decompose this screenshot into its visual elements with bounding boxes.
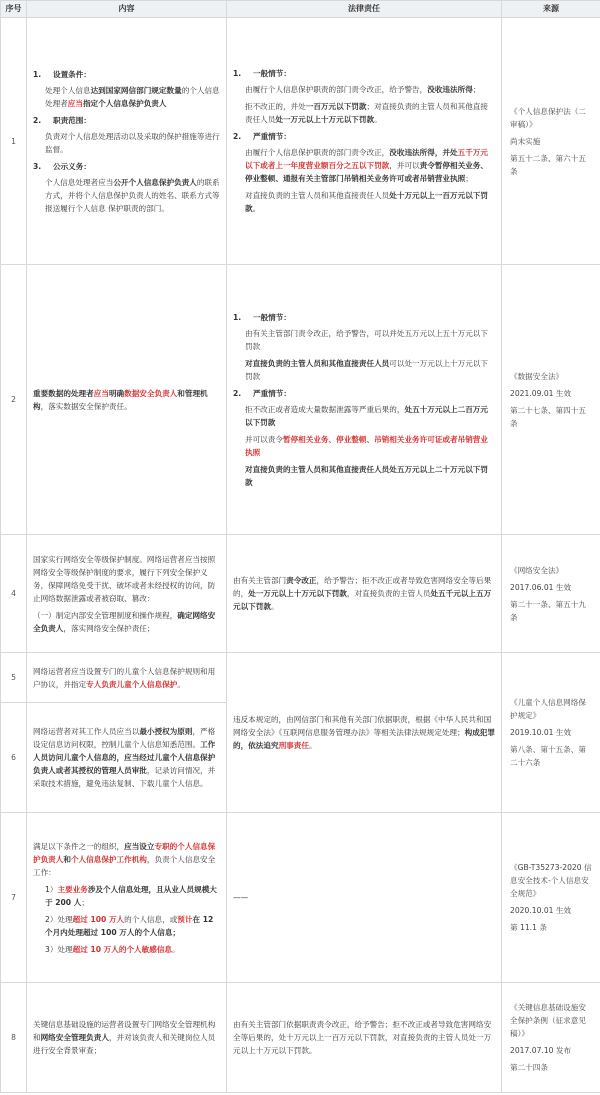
list-item: 3）处理超过 10 万人的个人敏感信息。	[45, 944, 180, 954]
row-content	[27, 265, 227, 535]
paragraph: 对直接负责的主管人员和其他直接责任人员处五万元以上二十万元以下罚款	[245, 464, 488, 487]
row-source	[502, 265, 600, 535]
table-header-row	[1, 1, 600, 18]
item-title: 职责范围：	[53, 115, 91, 125]
source-title: 《关键信息基础设施安全保护条例（征求意见稿）》	[510, 1003, 586, 1038]
item-title: 一般情节：	[253, 312, 291, 322]
source-status: 2017.06.01 生效	[510, 582, 572, 592]
source-articles: 第二十一条、第五十九条	[510, 599, 586, 622]
row-liability	[227, 535, 502, 653]
row-seq: 8	[1, 983, 27, 1093]
row-liability	[227, 18, 502, 265]
source-articles: 第二十七条、第四十五条	[510, 405, 586, 428]
row-content	[27, 813, 227, 983]
row-seq: 1	[1, 18, 27, 265]
source-status: 2019.10.01 生效	[510, 728, 572, 737]
row-seq: 5	[1, 653, 27, 703]
paragraph: 关键信息基础设施的运营者设置专门网络安全管理机构和网络安全管理负责人，并对该负责人和关键岗位人员进行安全背景审查；	[33, 1020, 216, 1055]
source-title: 《儿童个人信息网络保护规定》	[510, 698, 586, 720]
row-content	[27, 983, 227, 1093]
row-source	[502, 653, 600, 813]
paragraph: 违反本规定的，由网信部门和其他有关部门依据职责，根据《中华人民共和国网络安全法》《互联网信息服务管理办法》等相关法律法规规定处理；构成犯罪的，依法追究刑事责任。	[233, 715, 495, 750]
item-title: 公示义务：	[53, 161, 91, 171]
table-row	[1, 813, 600, 983]
item-number: 1.	[233, 69, 242, 78]
empty-dash: ——	[233, 893, 249, 902]
source-title: 《GB-T35273-2020 信息安全技术-个人信息安全规范》	[510, 863, 592, 898]
row-source	[502, 535, 600, 653]
paragraph: 满足以下条件之一的组织，应当设立专职的个人信息保护负责人和个人信息保护工作机构，负责个人信息安全工作：	[33, 841, 216, 877]
source-status: 尚未实施	[510, 136, 541, 146]
paragraph: 由有关主管部门责令改正，给予警告，可以并处五万元以上五十万元以下罚款	[245, 328, 488, 351]
header-content: 内容	[27, 1, 227, 18]
item-number: 2.	[33, 115, 42, 125]
paragraph: 国家实行网络安全等级保护制度。网络运营者应当按照网络安全等级保护制度的要求，履行下列安全保护义务，保障网络免受干扰、破坏或者未经授权的访问，防止网络数据泄露或者被窃取、篡改：	[33, 554, 216, 603]
item-number: 2.	[233, 388, 242, 398]
item-number: 2.	[233, 132, 242, 141]
item-title: 严重情节：	[253, 132, 291, 141]
list-item: 1）主要业务涉及个人信息处理，且从业人员规模大于 200 人；	[45, 884, 217, 907]
row-liability	[227, 813, 502, 983]
source-status: 2017.07.10 发布	[510, 1046, 572, 1055]
source-title: 《网络安全法》	[510, 565, 564, 575]
item-title: 一般情节：	[253, 69, 291, 78]
source-articles: 第 11.1 条	[510, 923, 547, 932]
source-status: 2021.09.01 生效	[510, 388, 572, 398]
row-content	[27, 18, 227, 265]
header-source: 来源	[502, 1, 600, 18]
table-row	[1, 535, 600, 653]
row-content	[27, 703, 227, 813]
paragraph: （一）制定内部安全管理制度和操作规程，确定网络安全负责人，落实网络安全保护责任；	[33, 610, 216, 633]
paragraph: 由有关主管部门依据职责责令改正，给予警告；拒不改正或者导致危害网络安全等后果的，处十万元以上一百万元以下罚款，对直接负责的主管人员处一万元以上十万元以下罚款。	[233, 1020, 492, 1055]
paragraph: 网络运营者应当设置专门的儿童个人信息保护规则和用户协议，并指定专人负责儿童个人信息保护。	[33, 666, 216, 689]
paragraph: 负责对个人信息处理活动以及采取的保护措施等进行监督。	[45, 131, 220, 154]
paragraph: 拒不改正或者造成大量数据泄露等严重后果的，处五十万元以上二百万元以下罚款	[245, 404, 488, 427]
paragraph: 由有关主管部门责令改正，给予警告；拒不改正或者导致危害网络安全等后果的，处一万元以上十万元以下罚款，对直接负责的主管人员处五千元以上五万元以下罚款。	[233, 576, 492, 611]
item-title: 设置条件：	[53, 69, 91, 79]
item-number: 1.	[233, 312, 242, 322]
item-number: 3.	[33, 161, 42, 171]
source-articles: 第八条、第十五条、第二十六条	[510, 745, 586, 767]
paragraph: 处理个人信息达到国家网信部门规定数量的个人信息处理者应当指定个人信息保护负责人	[45, 85, 220, 108]
row-source	[502, 18, 600, 265]
row-seq: 7	[1, 813, 27, 983]
row-source	[502, 983, 600, 1093]
paragraph: 对直接负责的主管人员和其他直接责任人员可以处一万元以上十万元以下罚款	[245, 358, 488, 381]
source-articles: 第五十二条、第六十五条	[510, 153, 586, 176]
table-row	[1, 265, 600, 535]
paragraph: 个人信息处理者应当公开个人信息保护负责人的联系方式，并将个人信息保护负责人的姓名、联系方式等报送履行个人信息 保护职责的部门。	[45, 177, 220, 213]
row-liability	[227, 265, 502, 535]
row-content	[27, 535, 227, 653]
row-seq: 2	[1, 265, 27, 535]
source-title: 《数据安全法》	[510, 371, 564, 381]
paragraph: 重要数据的处理者应当明确数据安全负责人和管理机构，落实数据安全保护责任。	[33, 388, 208, 411]
row-liability	[227, 983, 502, 1093]
paragraph: 拒不改正的，并处一百万元以下罚款；对直接负责的主管人员和其他直接责任人员处一万元以上十万元以下罚款。	[245, 102, 488, 124]
row-liability	[227, 653, 502, 813]
table-row	[1, 653, 600, 703]
item-number: 1.	[33, 69, 42, 79]
row-content	[27, 653, 227, 703]
header-liability: 法律责任	[227, 1, 502, 18]
table-row	[1, 18, 600, 265]
paragraph: 网络运营者对其工作人员应当以最小授权为原则，严格设定信息访问权限，控制儿童个人信息知悉范围。工作人员访问儿童个人信息的，应当经过儿童个人信息保护负责人或者其授权的管理人员审批，记录访问情况，并采取技术措施，避免违法复制、下载儿童个人信息。	[33, 727, 216, 788]
source-title: 《个人信息保护法（二审稿）》	[510, 106, 586, 129]
paragraph: 并可以责令暂停相关业务、停业整顿、吊销相关业务许可证或者吊销营业执照	[245, 434, 488, 457]
row-seq: 4	[1, 535, 27, 653]
source-articles: 第二十四条	[510, 1063, 548, 1072]
paragraph: 对直接负责的主管人员和其他直接责任人员处十万元以上一百万元以下罚款。	[245, 191, 488, 213]
paragraph: 由履行个人信息保护职责的部门责令改正，给予警告，没收违法所得；	[245, 85, 481, 94]
item-title: 严重情节：	[253, 388, 291, 398]
row-seq: 6	[1, 703, 27, 813]
table-row	[1, 983, 600, 1093]
paragraph: 由履行个人信息保护职责的部门责令改正，没收违法所得，并处五千万元以下或者上一年度营业额百分之五以下罚款，并可以责令暂停相关业务、停业整顿、通报有关主管部门吊销相关业务许可或者吊销营业执照；	[245, 148, 488, 183]
source-status: 2020.10.01 生效	[510, 906, 572, 915]
list-item: 2）处理超过 100 万人的个人信息，或预计在 12 个月内处理超过 100 万人的个人信息；	[45, 914, 214, 937]
row-source	[502, 813, 600, 983]
header-seq: 序号	[1, 1, 27, 18]
